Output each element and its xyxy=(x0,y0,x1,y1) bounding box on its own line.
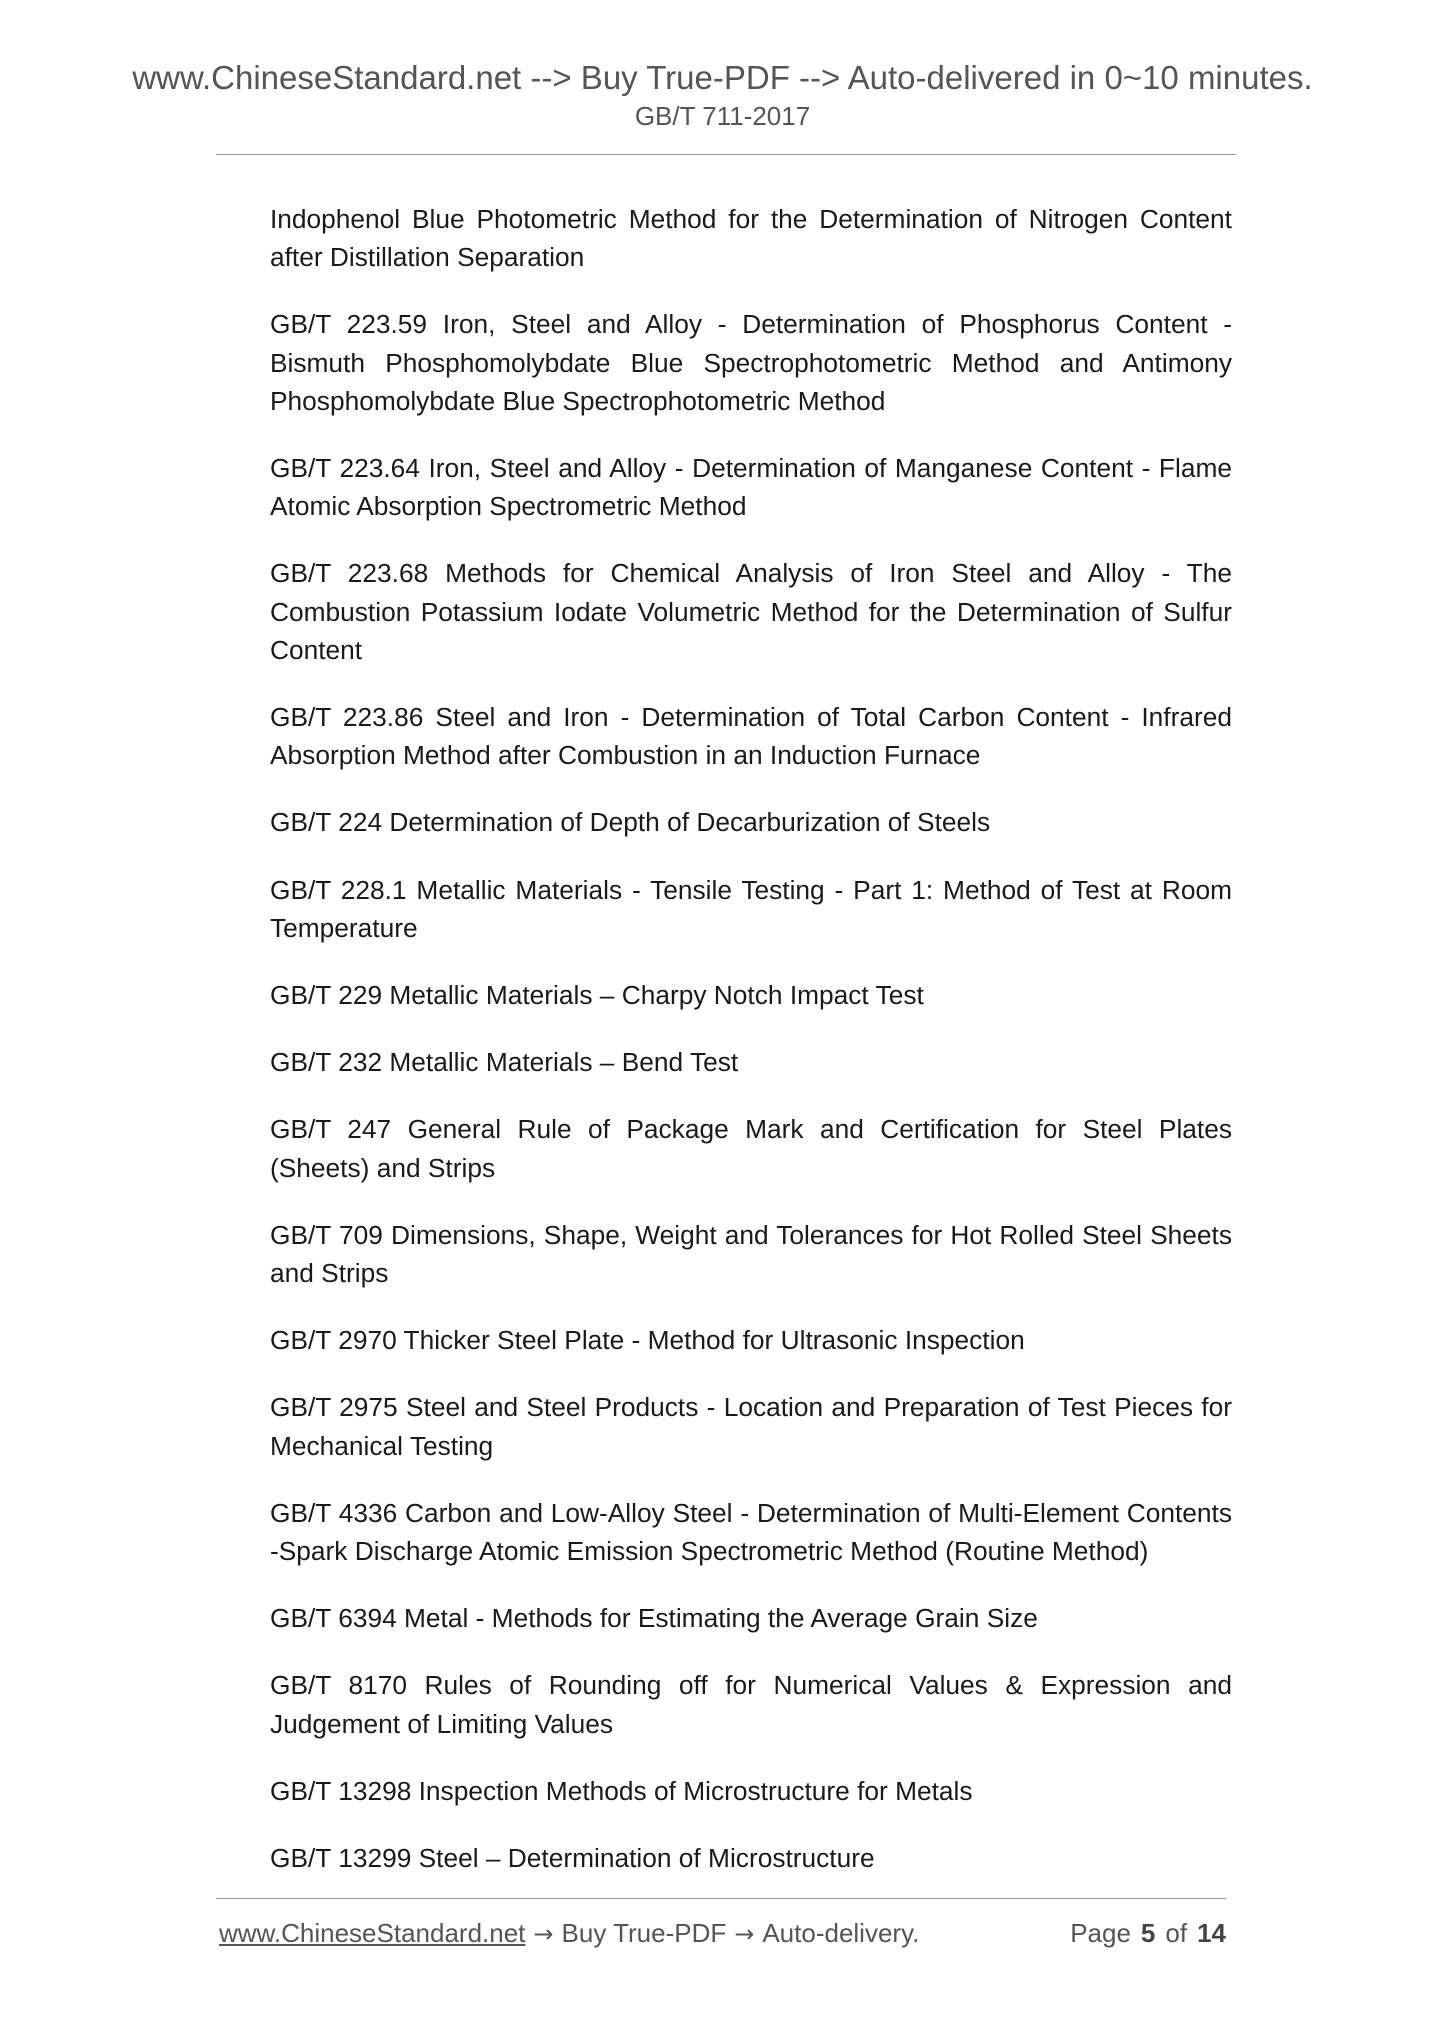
reference-item: Indophenol Blue Photometric Method for the Determination of Nitrogen Content after Distillation Separation xyxy=(270,204,1232,273)
reference-item: GB/T 2975 Steel and Steel Products - Location and Preparation of Test Pieces for Mechanical Testing xyxy=(270,1392,1232,1461)
page-number: 5 xyxy=(1140,1918,1156,1948)
footer-step-delivery: Auto-delivery. xyxy=(762,1918,920,1948)
footer-divider xyxy=(216,1898,1226,1899)
reference-item: GB/T 223.86 Steel and Iron - Determination of Total Carbon Content - Infrared Absorption Method after Combustion in an Induction Furnace xyxy=(270,702,1232,771)
reference-item: GB/T 6394 Metal - Methods for Estimating the Average Grain Size xyxy=(270,1603,1038,1634)
reference-item: GB/T 13299 Steel – Determination of Microstructure xyxy=(270,1843,875,1874)
normative-reference-list xyxy=(270,200,1232,1906)
header-banner: www.ChineseStandard.net --> Buy True-PDF --> Auto-delivered in 0~10 minutes. xyxy=(132,59,1313,96)
footer-links xyxy=(219,1918,919,1949)
reference-item: GB/T 228.1 Metallic Materials - Tensile Testing - Part 1: Method of Test at Room Temperature xyxy=(270,874,1232,943)
page-indicator xyxy=(1070,1918,1226,1949)
arrow-right-icon: → xyxy=(734,1920,755,1948)
reference-item: GB/T 2970 Thicker Steel Plate - Method for Ultrasonic Inspection xyxy=(270,1325,1025,1356)
page-header xyxy=(0,58,1445,132)
arrow-right-icon: → xyxy=(533,1920,554,1948)
reference-item: GB/T 223.59 Iron, Steel and Alloy - Determination of Phosphorus Content - Bismuth Phosphomolybdate Blue Spectrophotometric Method and Antimony Phosphomolybdate Blue Spectrophotometric Method xyxy=(270,309,1232,416)
reference-item: GB/T 224 Determination of Depth of Decarburization of Steels xyxy=(270,807,991,838)
reference-item: GB/T 709 Dimensions, Shape, Weight and Tolerances for Hot Rolled Steel Sheets and Strips xyxy=(270,1219,1232,1289)
page-footer xyxy=(216,1912,1226,1952)
reference-item: GB/T 13298 Inspection Methods of Microstructure for Metals xyxy=(270,1775,973,1806)
footer-step-buy: Buy True-PDF xyxy=(561,1918,727,1948)
reference-item: GB/T 8170 Rules of Rounding off for Numerical Values & Expression and Judgement of Limiting Values xyxy=(270,1670,1232,1739)
page-label: Page xyxy=(1070,1918,1131,1948)
reference-item: GB/T 232 Metallic Materials – Bend Test xyxy=(270,1047,739,1078)
of-label: of xyxy=(1165,1918,1188,1948)
reference-item: GB/T 4336 Carbon and Low-Alloy Steel - Determination of Multi-Element Contents -Spark Discharge Atomic Emission Spectrometric Method (Routine Method) xyxy=(270,1497,1232,1567)
site-link[interactable]: www.ChineseStandard.net xyxy=(219,1918,526,1948)
total-pages: 14 xyxy=(1197,1918,1226,1948)
standard-code: GB/T 711-2017 xyxy=(634,101,811,131)
reference-item: GB/T 247 General Rule of Package Mark and Certification for Steel Plates (Sheets) and Strips xyxy=(270,1114,1232,1183)
reference-item: GB/T 223.64 Iron, Steel and Alloy - Determination of Manganese Content - Flame Atomic Absorption Spectrometric Method xyxy=(270,453,1232,522)
reference-item: GB/T 229 Metallic Materials – Charpy Notch Impact Test xyxy=(270,980,924,1011)
reference-item: GB/T 223.68 Methods for Chemical Analysis of Iron Steel and Alloy - The Combustion Potassium Iodate Volumetric Method for the Determination of Sulfur Content xyxy=(270,558,1232,665)
header-divider xyxy=(216,154,1236,155)
